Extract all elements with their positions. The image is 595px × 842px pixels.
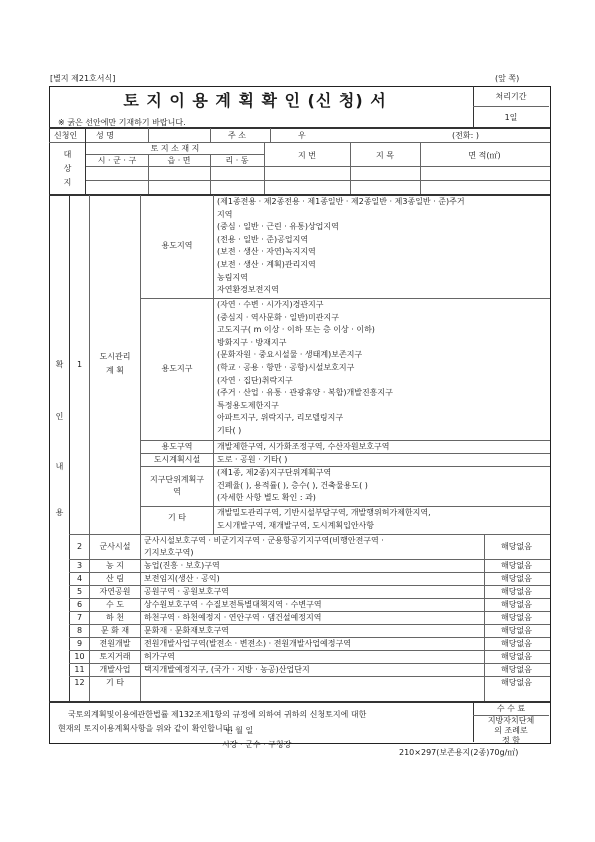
row-divider [69, 676, 550, 677]
row-divider [69, 663, 550, 664]
area-header: 면 적(㎡) [468, 151, 501, 160]
instruction-note: ※ 굵은 선안에만 기재하기 바랍니다. [58, 118, 186, 127]
row-value [144, 638, 351, 650]
target-land-label: 대 상 지 [63, 150, 72, 187]
row-status: 해당없음 [501, 625, 532, 635]
paper-spec: 210×297(보존용지(2종)70g/㎡) [399, 748, 519, 757]
location-header: 토 지 소 재 지 [150, 144, 200, 153]
row-number: 5 [76, 586, 83, 596]
processing-period-label: 처리기간 [495, 92, 527, 101]
row-number: 10 [74, 651, 85, 661]
row-value [144, 560, 220, 572]
dosi-gyehoek-value: 도로 · 공원 · 기타( ) [217, 455, 288, 464]
row-divider [69, 624, 550, 625]
row-value [144, 599, 322, 611]
row-number: 3 [76, 560, 83, 570]
content-label-4: 용 [55, 508, 64, 517]
content-label-3: 내 [55, 462, 64, 471]
row-value-line: 허가구역 [144, 652, 175, 661]
row-value [144, 651, 175, 663]
row-value-line: 기지보호구역) [144, 548, 194, 557]
row-status: 해당없음 [501, 612, 532, 622]
dosi-gyehoek-label: 도시계획시설 [153, 455, 201, 464]
section-1-number: 1 [76, 360, 83, 369]
jigu-danwi-list: (제1종, 제2종)지구단위계획구역 건폐율( ), 용적률( ), 층수( ), 건축물용도( ) (자세한 사항 별도 확인 : 과) [217, 468, 368, 503]
row-category-label: 수 도 [106, 599, 124, 609]
eupmyeon-header: 읍 · 면 [167, 156, 191, 165]
row-divider [69, 559, 550, 560]
yongdo-guyeok-value: 개발제한구역, 시가화조정구역, 수산자원보호구역 [217, 442, 390, 451]
row-number: 2 [76, 541, 83, 551]
yongdo-jiyeok-list: (제1종전용 · 제2종전용 · 제1종일반 · 제2종일반 · 제3종일반 · 준)주거 지역 (중심 · 일반 · 근린 · 유통)상업지역 (전용 · 일반 · 준)공업지역 (보전 · 생산 · 자연)녹지지역 (보전 · 생산 · 계획)관리지역 농림지역 자연환경보전지역 [217, 197, 465, 295]
sigungu-header: 시 · 군 · 구 [97, 156, 137, 165]
row-divider [69, 585, 550, 586]
row-number: 6 [76, 599, 83, 609]
row-value [144, 535, 384, 559]
row-category-label: 토지거래 [99, 651, 131, 661]
date-line: 년 월 일 [225, 726, 254, 735]
row-divider [69, 572, 550, 573]
row-value-line: 문화재 · 문화재보호구역 [144, 626, 229, 635]
row-value-line: 농업(진흥 · 보호)구역 [144, 561, 220, 570]
row-number: 9 [76, 638, 83, 648]
row-number: 11 [74, 664, 85, 674]
applicant-name-label: 성 명 [96, 131, 114, 140]
form-title: 토 지 이 용 계 획 확 인 (신 청) 서 [123, 91, 387, 110]
row-value-line: 전원개발사업구역(발전소 · 변전소) · 전원개발사업예정구역 [144, 639, 351, 648]
row-category-label: 개발사업 [99, 664, 131, 674]
signer-partial: 시장 · 군수 · 구청장 [222, 740, 292, 749]
fee-value: 지방자치단체 의 조례로 정 함 [487, 716, 535, 745]
yongdo-jigu-list: (자연 · 수변 · 시가지)경관지구 (중심지 · 역사문화 · 일반)미관지구 고도지구( m 이상 · 이하 또는 층 이상 · 이하) 방화지구 · 방재지구 (문화자원 · 중요시설물 · 생태계)보존지구 (학교 · 공용 · 항만 · 공항)시설보호지구 (자연 · 집단)취락지구 (주거 · 산업 · 유통 · 관광휴양 · 복합)개발진흥지구 특정용도제한지구 아파트지구, 위락지구, 리모델링지구 기타( ) [217, 300, 393, 435]
row-category-label: 문 화 재 [100, 625, 130, 635]
processing-period-value: 1일 [504, 113, 518, 122]
row-value [144, 573, 220, 585]
row-number: 7 [76, 612, 83, 622]
row-category-label: 전원개발 [99, 638, 131, 648]
jimok-header: 지 목 [376, 151, 394, 160]
applicant-phone-label: (전화: ) [452, 131, 479, 140]
yongdo-jiyeok-label: 용도지역 [161, 241, 193, 250]
row-category-label: 산 림 [106, 573, 124, 583]
row-status: 해당없음 [501, 541, 532, 551]
row-status: 해당없음 [501, 560, 532, 570]
row-category-label: 자연공원 [99, 586, 131, 596]
row-category-label: 기 타 [106, 677, 124, 687]
row-number: 12 [74, 677, 85, 687]
row-divider [69, 611, 550, 612]
row-divider [69, 534, 550, 535]
row-value-line: 상수원보호구역 · 수질보전특별대책지역 · 수변구역 [144, 600, 322, 609]
row-status: 해당없음 [501, 638, 532, 648]
row-category-label: 하 천 [106, 612, 124, 622]
row-value-line: 군사시설보호구역 · 비군기지구역 · 군용항공기지구역(비행안전구역 · [144, 536, 384, 545]
row-value-line: 하천구역 · 하천예정지 · 연안구역 · 댐건설예정지역 [144, 613, 322, 622]
form-number: [별지 제21호서식] [50, 74, 116, 83]
applicant-postal-label: 우 [298, 131, 306, 140]
content-label-2: 인 [55, 412, 64, 421]
applicant-address-label: 주 소 [228, 131, 246, 140]
gita-label: 기 타 [168, 513, 186, 522]
row-number: 8 [76, 625, 83, 635]
row-value-line: 보전임지(생산 · 공익) [144, 574, 220, 583]
section-1-label: 도시관리 계 획 [99, 352, 131, 375]
row-value-line: 공원구역 · 공원보호구역 [144, 587, 229, 596]
applicant-label: 신청인 [54, 131, 78, 140]
fee-label: 수 수 료 [496, 704, 526, 713]
jibun-header: 지 번 [298, 151, 316, 160]
row-value [144, 612, 321, 624]
row-category-label: 군사시설 [99, 541, 131, 551]
jigu-danwi-label: 지구단위계획구 역 [149, 475, 205, 496]
ridong-header: 리 · 동 [225, 156, 249, 165]
confirmation-statement: 국토의계획및이용에관한법률 제132조제1항의 규정에 의하여 귀하의 신청토지에 대한 현재의 토지이용계획사항을 위와 같이 확인합니다. [58, 710, 367, 733]
yongdo-guyeok-label: 용도구역 [161, 442, 193, 451]
row-status: 해당없음 [501, 651, 532, 661]
row-status: 해당없음 [501, 573, 532, 583]
page-side-label: (앞 쪽) [495, 74, 520, 83]
yongdo-jigu-label: 용도지구 [161, 364, 193, 373]
row-value [144, 586, 229, 598]
row-status: 해당없음 [501, 664, 532, 674]
row-status: 해당없음 [501, 677, 532, 687]
row-status: 해당없음 [501, 599, 532, 609]
row-divider [69, 650, 550, 651]
row-value [144, 664, 310, 676]
content-label-1: 확 [55, 360, 64, 369]
row-value [144, 625, 229, 637]
row-category-label: 농 지 [106, 560, 124, 570]
row-divider [69, 637, 550, 638]
gita-list: 개발밀도관리구역, 기반시설부담구역, 개발행위허가제한지역, 도시개발구역, 재개발구역, 도시계획입안사항 [217, 508, 431, 530]
row-number: 4 [76, 573, 83, 583]
row-value-line: 택지개발예정지구, (국가 · 지방 · 농공)산업단지 [144, 665, 310, 674]
row-divider [69, 598, 550, 599]
row-status: 해당없음 [501, 586, 532, 596]
